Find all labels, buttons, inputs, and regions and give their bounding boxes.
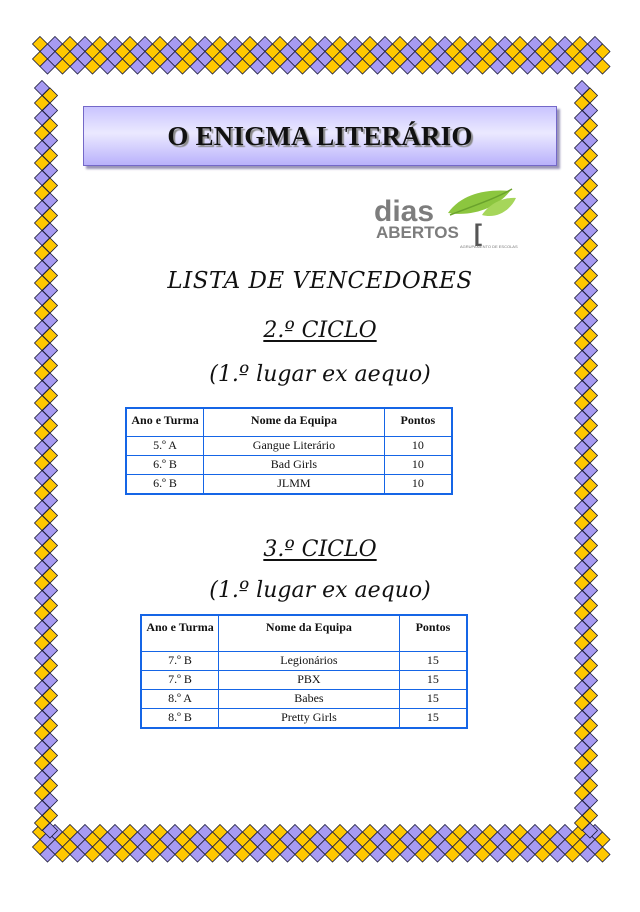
- cell-equipa: Legionários: [219, 651, 400, 670]
- header-pontos: Pontos: [384, 408, 452, 436]
- results-table-3-ciclo: [140, 614, 468, 729]
- logo-word-abertos: ABERTOS: [376, 223, 459, 242]
- table-row: [141, 670, 467, 689]
- cell-pontos: 15: [399, 670, 467, 689]
- cell-equipa: Bad Girls: [204, 455, 385, 474]
- winners-list-heading: LISTA DE VENCEDORES: [167, 268, 473, 294]
- results-table-2-ciclo: [125, 407, 453, 495]
- section-2-subtitle: (1.º lugar ex aequo): [209, 362, 431, 387]
- cell-pontos: 10: [384, 455, 452, 474]
- cell-ano-turma: 8.º A: [141, 689, 219, 708]
- cell-equipa: Babes: [219, 689, 400, 708]
- cell-equipa: PBX: [219, 670, 400, 689]
- section-3-subtitle: (1.º lugar ex aequo): [209, 578, 431, 603]
- cell-pontos: 10: [384, 474, 452, 494]
- cell-ano-turma: 5.º A: [126, 436, 204, 455]
- cell-pontos: 15: [399, 708, 467, 728]
- cell-pontos: 15: [399, 651, 467, 670]
- cell-equipa: Gangue Literário: [204, 436, 385, 455]
- header-ano-turma: Ano e Turma: [141, 615, 219, 651]
- section-3-cycle-heading: 3.º CICLO: [263, 537, 377, 562]
- header-pontos: Pontos: [399, 615, 467, 651]
- table-row: [126, 455, 452, 474]
- table-row: [141, 651, 467, 670]
- logo-bracket: [: [474, 220, 482, 247]
- logo-caption: AGRUPAMENTO DE ESCOLAS: [460, 244, 518, 249]
- table-row: [141, 689, 467, 708]
- cell-ano-turma: 7.º B: [141, 670, 219, 689]
- title-banner: [83, 106, 557, 166]
- section-2-cycle-heading: 2.º CICLO: [263, 318, 377, 343]
- cell-ano-turma: 8.º B: [141, 708, 219, 728]
- cell-ano-turma: 6.º B: [126, 455, 204, 474]
- header-ano-turma: Ano e Turma: [126, 408, 204, 436]
- table-row: [126, 436, 452, 455]
- table-row: [126, 474, 452, 494]
- cell-equipa: JLMM: [204, 474, 385, 494]
- cell-ano-turma: 7.º B: [141, 651, 219, 670]
- table-row: [141, 708, 467, 728]
- header-nome-equipa: Nome da Equipa: [219, 615, 400, 651]
- dias-abertos-logo: [370, 185, 520, 257]
- header-nome-equipa: Nome da Equipa: [204, 408, 385, 436]
- cell-pontos: 10: [384, 436, 452, 455]
- cell-pontos: 15: [399, 689, 467, 708]
- logo-word-dias: dias: [374, 195, 435, 228]
- cell-equipa: Pretty Girls: [219, 708, 400, 728]
- cell-ano-turma: 6.º B: [126, 474, 204, 494]
- page-title: O ENIGMA LITERÁRIO: [167, 120, 473, 151]
